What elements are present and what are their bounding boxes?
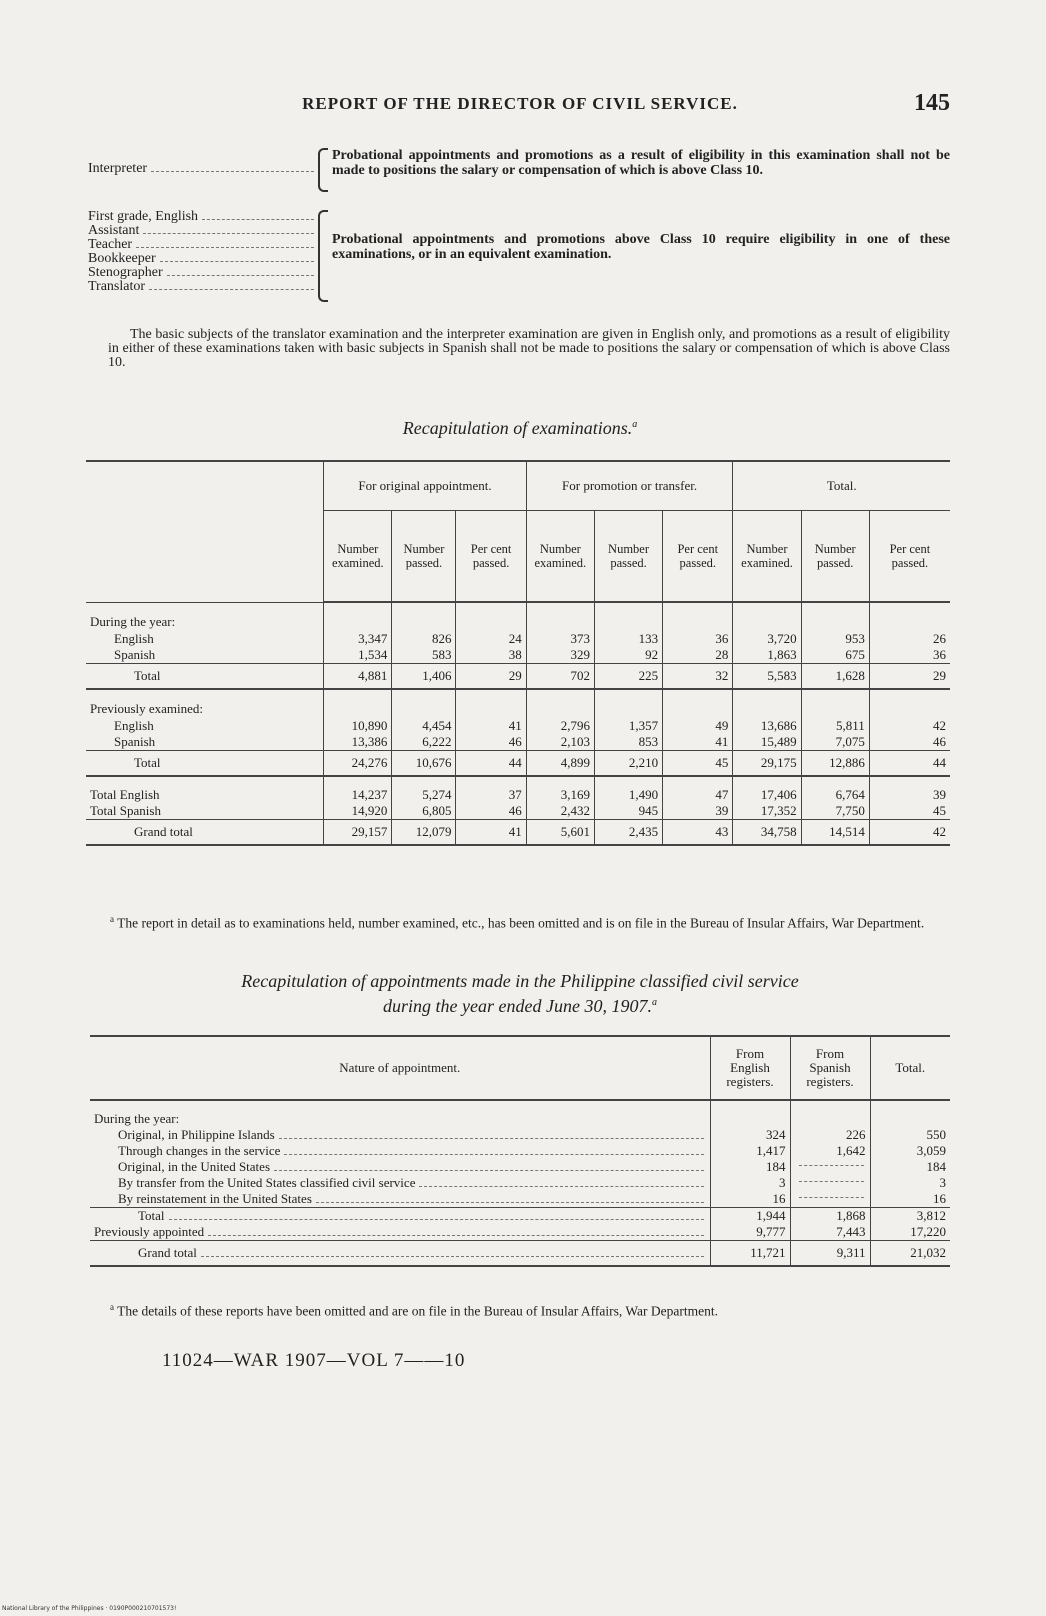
- table-row: Spanish 1,534 583 38 329 92 28 1,863 675 36: [86, 647, 950, 664]
- row-label: Total Spanish: [90, 803, 161, 818]
- footnote-marker: a: [651, 997, 657, 1008]
- section-heading: During the year:: [90, 614, 176, 629]
- row-label: Total: [90, 1208, 710, 1225]
- table1-footnote: $^a$ The report in detail as to examinations held, number examined, etc., has been omitted and is on file in the Bureau of Insular Affairs, War Department.: [110, 914, 925, 931]
- table2-caption: Recapitulation of appointments made in the Philippine classified civil service during the year ended June 30, 1907.$^a$: [241, 971, 799, 1016]
- brace: [318, 210, 328, 302]
- grade-label: Stenographer: [88, 266, 316, 280]
- column-header: Number examined.: [526, 511, 594, 603]
- signature-line: 11024—WAR 1907—VOL 7——10: [162, 1350, 466, 1371]
- table-row: Through changes in the service 1,417 1,642 3,059: [90, 1143, 950, 1159]
- grades-list: [88, 210, 316, 294]
- row-label: Through changes in the service: [90, 1143, 710, 1159]
- table-row: Original, in Philippine Islands 324 226 550: [90, 1127, 950, 1143]
- grand-total-row: Grand total 11,721 9,311 21,032: [90, 1241, 950, 1267]
- section-heading: During the year:: [94, 1111, 180, 1126]
- group-header: For promotion or transfer.: [526, 461, 733, 511]
- column-header: Number examined.: [733, 511, 801, 603]
- total-row: Total 24,276 10,676 44 4,899 2,210 45 29,175 12,886 44: [86, 751, 950, 777]
- column-header: From English registers.: [710, 1036, 790, 1100]
- running-head: REPORT OF THE DIRECTOR OF CIVIL SERVICE.: [302, 94, 738, 113]
- table-row: Previously appointed 9,777 7,443 17,220: [90, 1224, 950, 1241]
- grade-label: Bookkeeper: [88, 252, 316, 266]
- row-label: Original, in Philippine Islands: [90, 1127, 710, 1143]
- interpreter-text: Probational appointments and promotions as a result of eligibility in this examination shall not be made to positions the salary or compensation of which is above Class 10.: [332, 148, 950, 178]
- table-row: English 3,347 826 24 373 133 36 3,720 953 26: [86, 631, 950, 647]
- grade-label: First grade, English: [88, 210, 316, 224]
- column-header: Per cent passed.: [456, 511, 526, 603]
- column-header: Number examined.: [324, 511, 392, 603]
- row-label: By reinstatement in the United States: [90, 1191, 710, 1208]
- page-number: 145: [914, 90, 950, 116]
- row-label: English: [114, 718, 154, 733]
- table-row: Original, in the United States 184 184: [90, 1159, 950, 1175]
- grand-total-row: Grand total 29,157 12,079 41 5,601 2,435 43 34,758 14,514 42: [86, 820, 950, 846]
- section-heading: Previously examined:: [90, 701, 204, 716]
- grade-label: Assistant: [88, 224, 316, 238]
- row-label: Previously appointed: [90, 1224, 710, 1241]
- table-row: English 10,890 4,454 41 2,796 1,357 49 13,686 5,811 42: [86, 718, 950, 734]
- brace: [318, 148, 328, 192]
- row-label: Original, in the United States: [90, 1159, 710, 1175]
- row-label: Grand total: [86, 820, 324, 846]
- body-paragraph: The basic subjects of the translator examination and the interpreter examination are given in English only, and promotions as a result of eligibility in either of these examinations taken with basic subjects in Spanish shall not be made to positions the salary or compensation of which is above Class 10.: [108, 327, 950, 370]
- footnote-marker: a: [632, 419, 638, 430]
- row-label: Total English: [90, 787, 160, 802]
- group-header: Total.: [733, 461, 950, 511]
- grade-label: Teacher: [88, 238, 316, 252]
- group-header: For original appointment.: [324, 461, 527, 511]
- column-header: Nature of appointment.: [90, 1036, 710, 1100]
- scan-credit: National Library of the Philippines · 0190P000210701573!: [2, 1605, 177, 1612]
- column-header: Per cent passed.: [869, 511, 950, 603]
- table2-footnote: $^a$ The details of these reports have been omitted and are on file in the Bureau of Insular Affairs, War Department.: [110, 1302, 718, 1319]
- table1-caption: Recapitulation of examinations.$^a$: [402, 418, 638, 438]
- row-label: Total: [86, 664, 324, 690]
- column-header: Number passed.: [594, 511, 662, 603]
- grades-text: Probational appointments and promotions above Class 10 require eligibility in one of these examinations, or in an equivalent examination.: [332, 232, 950, 262]
- row-label: Total: [86, 751, 324, 777]
- row-label: By transfer from the United States classified civil service: [90, 1175, 710, 1191]
- row-label: English: [114, 631, 154, 646]
- grades-block: [88, 210, 950, 302]
- table-row: By transfer from the United States classified civil service 3 3: [90, 1175, 950, 1191]
- table-row: Total English 14,237 5,274 37 3,169 1,490 47 17,406 6,764 39: [86, 787, 950, 803]
- interpreter-label: Interpreter: [88, 162, 316, 176]
- interpreter-block: [88, 148, 950, 192]
- total-row: Total 4,881 1,406 29 702 225 32 5,583 1,628 29: [86, 664, 950, 690]
- row-label: Spanish: [114, 734, 156, 749]
- table-row: Spanish 13,386 6,222 46 2,103 853 41 15,489 7,075 46: [86, 734, 950, 751]
- row-label: Spanish: [114, 647, 156, 662]
- column-header: Per cent passed.: [663, 511, 733, 603]
- footnote-marker: a: [110, 914, 114, 924]
- column-header: Number passed.: [392, 511, 456, 603]
- table-row: Total Spanish 14,920 6,805 46 2,432 945 39 17,352 7,750 45: [86, 803, 950, 820]
- column-header: Number passed.: [801, 511, 869, 603]
- examinations-table: [86, 460, 950, 846]
- column-header: Total.: [870, 1036, 950, 1100]
- table-row: By reinstatement in the United States 16 16: [90, 1191, 950, 1208]
- grade-label: Translator: [88, 280, 316, 294]
- footnote-marker: a: [110, 1302, 114, 1312]
- appointments-table: [90, 1035, 950, 1267]
- column-header: From Spanish registers.: [790, 1036, 870, 1100]
- total-row: Total 1,944 1,868 3,812: [90, 1208, 950, 1225]
- row-label: Grand total: [90, 1241, 710, 1267]
